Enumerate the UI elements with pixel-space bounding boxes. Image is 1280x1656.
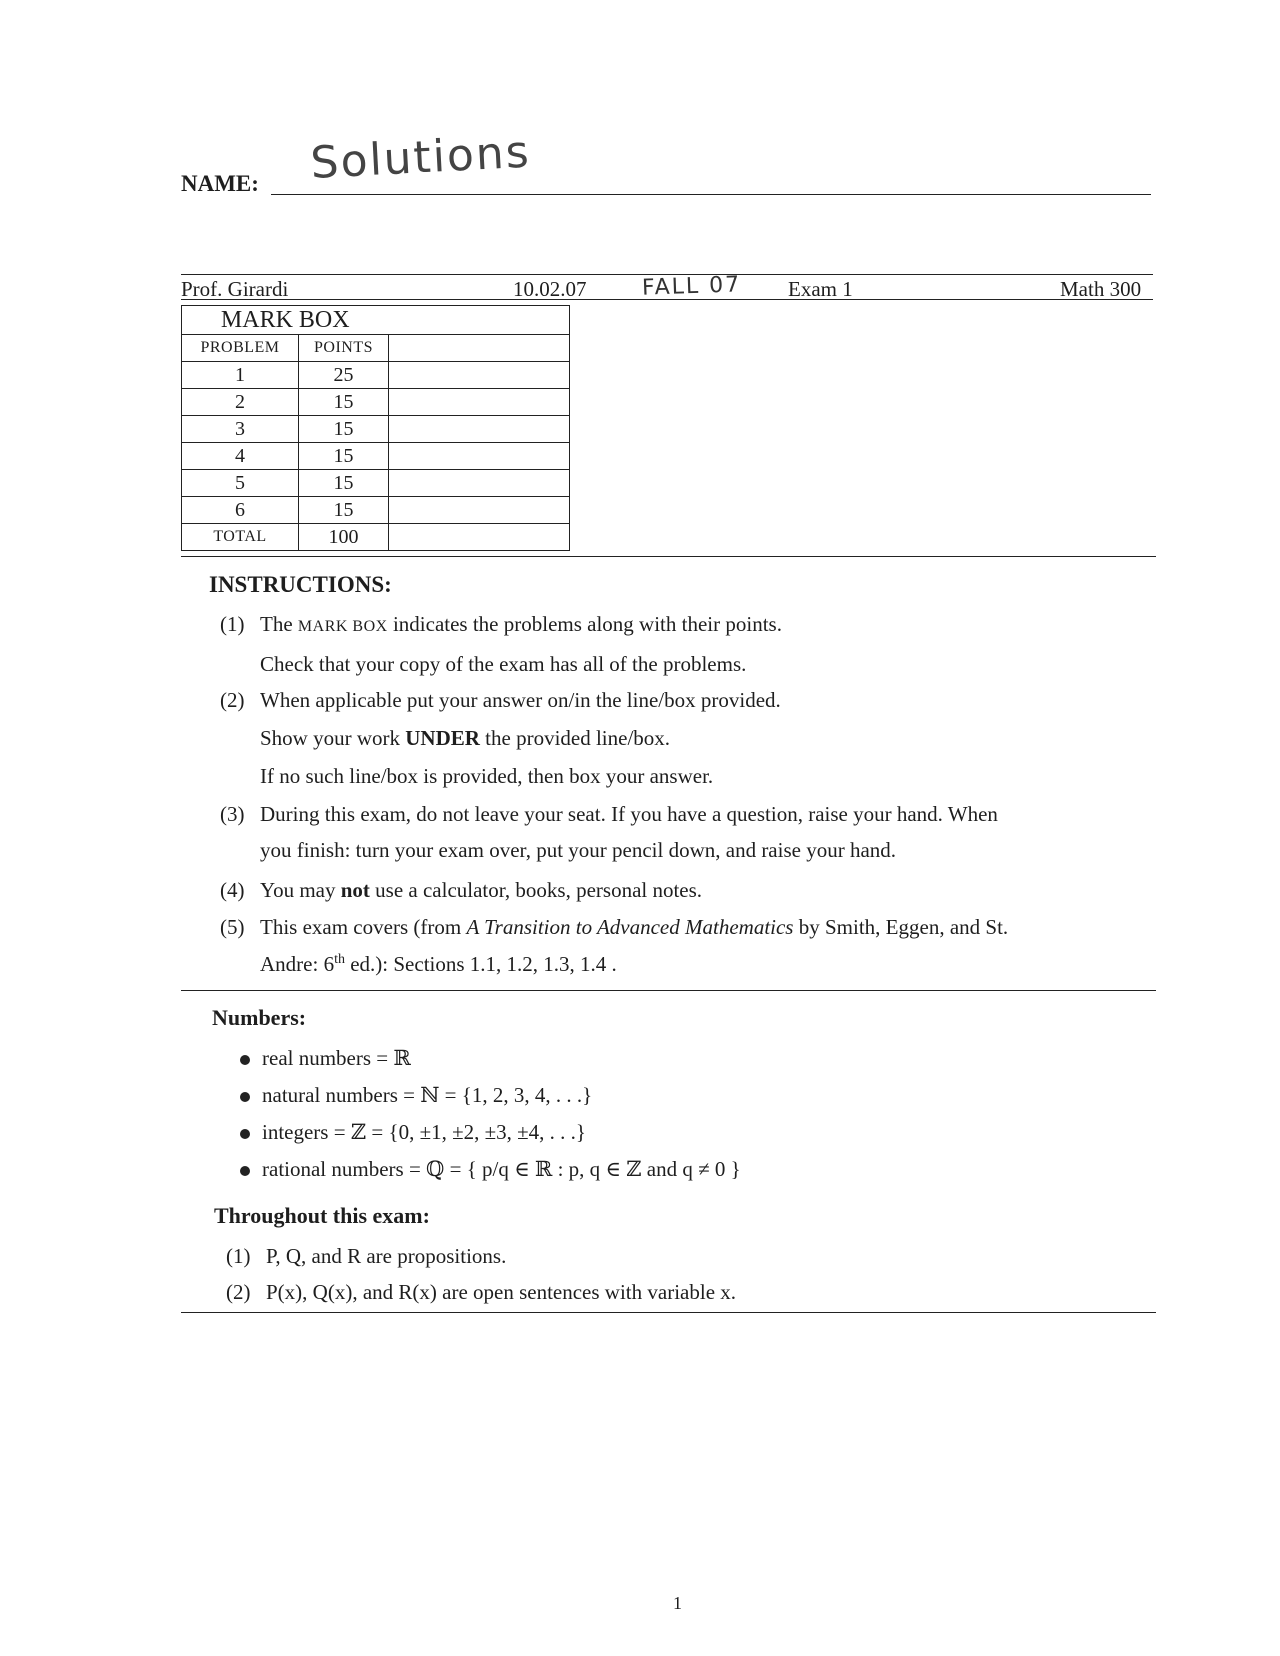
score-cell (389, 416, 570, 443)
points-cell: 15 (299, 416, 389, 443)
throughout-heading: Throughout this exam: (214, 1203, 430, 1228)
table-row (182, 443, 570, 470)
table-row (182, 416, 570, 443)
problem-cell: 6 (182, 497, 299, 524)
col-score-header (389, 335, 570, 362)
instructor: Prof. Girardi (181, 277, 289, 301)
instruction-4: (4) You may not use a calculator, books, personal notes. (220, 878, 703, 902)
total-label: TOTAL (182, 524, 299, 551)
section-divider (181, 556, 1156, 557)
score-cell (389, 470, 570, 497)
problem-cell: 5 (182, 470, 299, 497)
points-cell: 15 (299, 470, 389, 497)
instruction-2: (2) When applicable put your answer on/in the line/box provided. (220, 688, 781, 712)
page-number: 1 (673, 1593, 682, 1613)
col-problem-header: PROBLEM (182, 335, 299, 362)
term-handwritten: FALL 07 (641, 272, 742, 301)
throughout-item-2: (2) P(x), Q(x), and R(x) are open sentences with variable x. (226, 1280, 737, 1304)
total-points: 100 (299, 524, 389, 551)
name-handwritten-value: Solutions (309, 126, 532, 189)
mark-box-table (181, 305, 570, 551)
instructions-heading: INSTRUCTIONS: (209, 572, 392, 597)
points-cell: 15 (299, 443, 389, 470)
exam-title: Exam 1 (788, 277, 853, 301)
score-cell (389, 497, 570, 524)
section-divider (181, 1312, 1156, 1313)
points-cell: 15 (299, 497, 389, 524)
instruction-2-cont2: If no such line/box is provided, then box your answer. (260, 764, 714, 788)
table-row (182, 497, 570, 524)
problem-cell: 2 (182, 389, 299, 416)
name-label: NAME: (181, 171, 259, 196)
table-row (182, 362, 570, 389)
score-cell (389, 443, 570, 470)
course-name: Math 300 (1060, 277, 1142, 301)
instruction-3: (3) During this exam, do not leave your seat. If you have a question, raise your hand. When (220, 802, 998, 826)
numbers-heading: Numbers: (212, 1005, 307, 1030)
name-underline (271, 194, 1151, 195)
instruction-1: (1) The MARK BOX indicates the problems along with their points. (220, 612, 782, 636)
instruction-1-cont: Check that your copy of the exam has all of the problems. (260, 652, 747, 676)
problem-cell: 3 (182, 416, 299, 443)
instruction-5-cont: Andre: 6th ed.): Sections 1.1, 1.2, 1.3, 1.4 . (260, 952, 617, 976)
header-rule-bottom (181, 299, 1153, 300)
instruction-2-cont: Show your work UNDER the provided line/box. (260, 726, 671, 750)
list-item: real numbers = ℝ (240, 1048, 411, 1069)
score-cell (389, 362, 570, 389)
section-divider (181, 990, 1156, 991)
total-score-cell (389, 524, 570, 551)
list-item: natural numbers = ℕ = {1, 2, 3, 4, . . .} (240, 1085, 592, 1106)
table-row (182, 470, 570, 497)
mark-box-title-spacer (389, 306, 570, 335)
mark-box-title: MARK BOX (182, 306, 389, 335)
problem-cell: 4 (182, 443, 299, 470)
points-cell: 25 (299, 362, 389, 389)
points-cell: 15 (299, 389, 389, 416)
total-row (182, 524, 570, 551)
list-item: rational numbers = ℚ = { p/q ∈ ℝ : p, q ∈ ℤ and q ≠ 0 } (240, 1159, 741, 1180)
exam-date: 10.02.07 (513, 277, 587, 301)
throughout-item-1: (1) P, Q, and R are propositions. (226, 1244, 507, 1268)
instruction-3-cont: you finish: turn your exam over, put your pencil down, and raise your hand. (260, 838, 897, 862)
table-row (182, 389, 570, 416)
list-item: integers = ℤ = {0, ±1, ±2, ±3, ±4, . . .} (240, 1122, 586, 1143)
score-cell (389, 389, 570, 416)
problem-cell: 1 (182, 362, 299, 389)
col-points-header: POINTS (299, 335, 389, 362)
instruction-5: (5) This exam covers (from A Transition to Advanced Mathematics by Smith, Eggen, and St. (220, 915, 1009, 939)
